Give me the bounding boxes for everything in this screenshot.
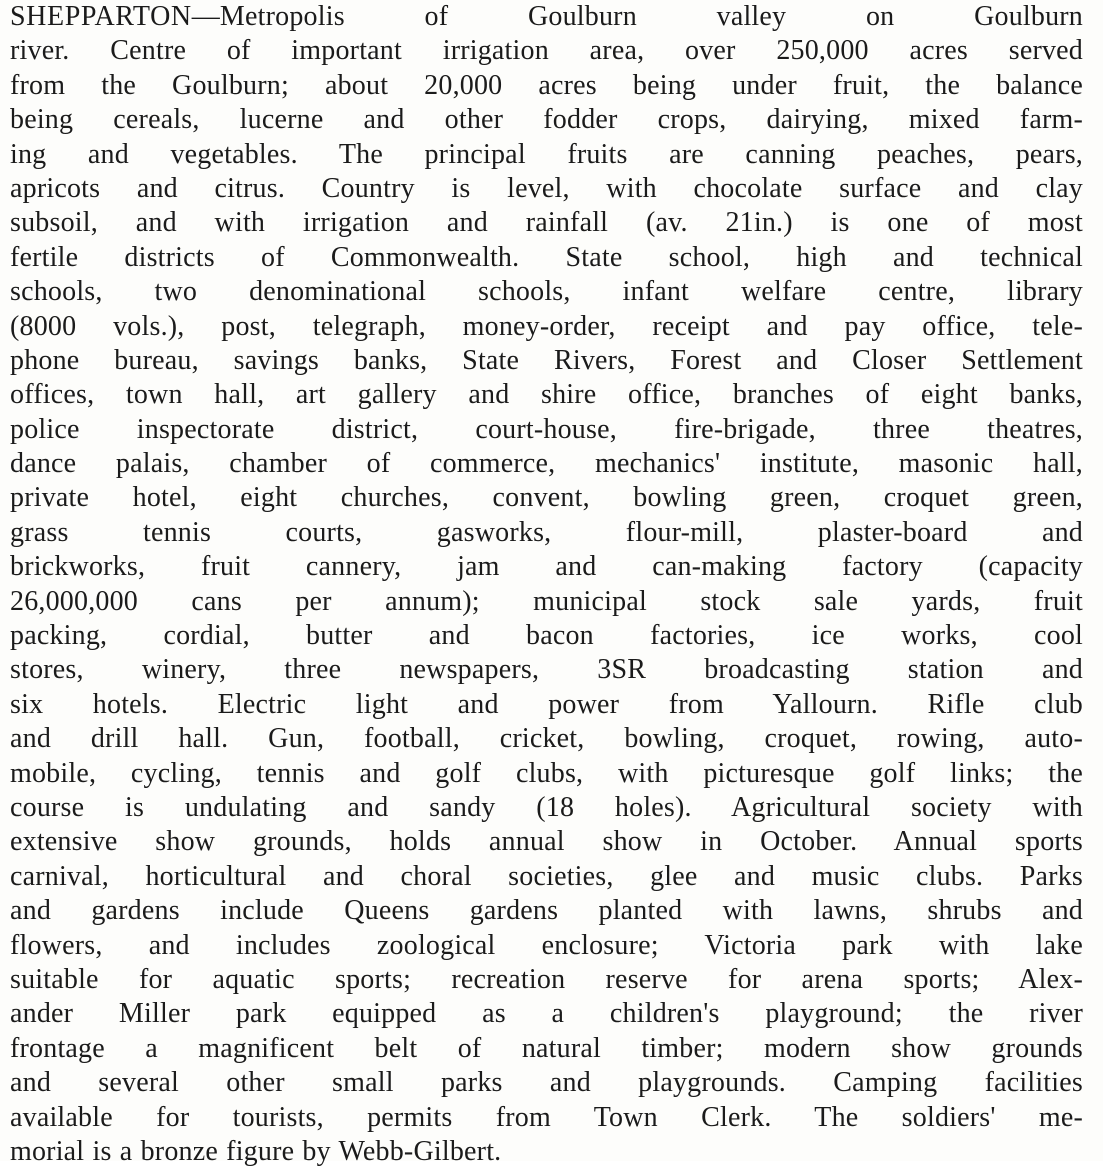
- text-line-33: available for tourists, permits from Town Clerk. The soldiers' me-: [10, 1101, 1083, 1133]
- text-line-13: police inspectorate district, court-house, fire-brigade, three theatres,: [10, 413, 1083, 445]
- text-line-20: stores, winery, three newspapers, 3SR broadcasting station and: [10, 654, 1083, 686]
- text-line-23: mobile, cycling, tennis and golf clubs, with picturesque golf links; the: [10, 757, 1083, 789]
- text-line-3: from the Goulburn; about 20,000 acres being under fruit, the balance: [10, 69, 1083, 101]
- text-line-24: course is undulating and sandy (18 holes). Agricultural society with: [10, 791, 1083, 823]
- text-line-30: ander Miller park equipped as a children's playground; the river: [10, 998, 1083, 1030]
- text-line-4: being cereals, lucerne and other fodder crops, dairying, mixed farm-: [10, 104, 1083, 136]
- text-line-8: fertile districts of Commonwealth. State school, high and technical: [10, 241, 1083, 273]
- shepparton-article: [10, 0, 1083, 1169]
- text-line-1: [10, 0, 1083, 34]
- text-line-7: subsoil, and with irrigation and rainfall (av. 21in.) is one of most: [10, 207, 1083, 239]
- text-line-14: dance palais, chamber of commerce, mechanics' institute, masonic hall,: [10, 448, 1083, 480]
- text-line-5: ing and vegetables. The principal fruits are canning peaches, pears,: [10, 138, 1083, 170]
- text-line-21: six hotels. Electric light and power from Yallourn. Rifle club: [10, 688, 1083, 720]
- text-line-15: private hotel, eight churches, convent, bowling green, croquet green,: [10, 482, 1083, 514]
- text-line-9: schools, two denominational schools, infant welfare centre, library: [10, 276, 1083, 308]
- text-line-17: brickworks, fruit cannery, jam and can-making factory (capacity: [10, 551, 1083, 583]
- text-line-1-body: —Metropolis of Goulburn valley on Goulburn: [191, 1, 1083, 32]
- text-line-28: flowers, and includes zoological enclosure; Victoria park with lake: [10, 929, 1083, 961]
- text-line-22: and drill hall. Gun, football, cricket, bowling, croquet, rowing, auto-: [10, 723, 1083, 755]
- text-line-25: extensive show grounds, holds annual show in October. Annual sports: [10, 826, 1083, 858]
- text-line-6: apricots and citrus. Country is level, with chocolate surface and clay: [10, 172, 1083, 204]
- text-line-32: and several other small parks and playgrounds. Camping facilities: [10, 1067, 1083, 1099]
- text-line-16: grass tennis courts, gasworks, flour-mill, plaster-board and: [10, 516, 1083, 548]
- text-line-29: suitable for aquatic sports; recreation reserve for arena sports; Alex-: [10, 963, 1083, 995]
- text-line-11: phone bureau, savings banks, State Rivers, Forest and Closer Settlement: [10, 344, 1083, 376]
- text-line-18: 26,000,000 cans per annum); municipal stock sale yards, fruit: [10, 585, 1083, 617]
- text-line-31: frontage a magnificent belt of natural timber; modern show grounds: [10, 1032, 1083, 1064]
- text-line-34: morial is a bronze figure by Webb-Gilbert.: [10, 1135, 502, 1167]
- text-line-19: packing, cordial, butter and bacon factories, ice works, cool: [10, 620, 1083, 652]
- text-line-27: and gardens include Queens gardens planted with lawns, shrubs and: [10, 895, 1083, 927]
- text-line-10: (8000 vols.), post, telegraph, money-order, receipt and pay office, tele-: [10, 310, 1083, 342]
- text-line-12: offices, town hall, art gallery and shire office, branches of eight banks,: [10, 379, 1083, 411]
- article-heading: SHEPPARTON: [10, 1, 192, 32]
- text-line-2: river. Centre of important irrigation area, over 250,000 acres served: [10, 35, 1083, 67]
- text-line-26: carnival, horticultural and choral societies, glee and music clubs. Parks: [10, 860, 1083, 892]
